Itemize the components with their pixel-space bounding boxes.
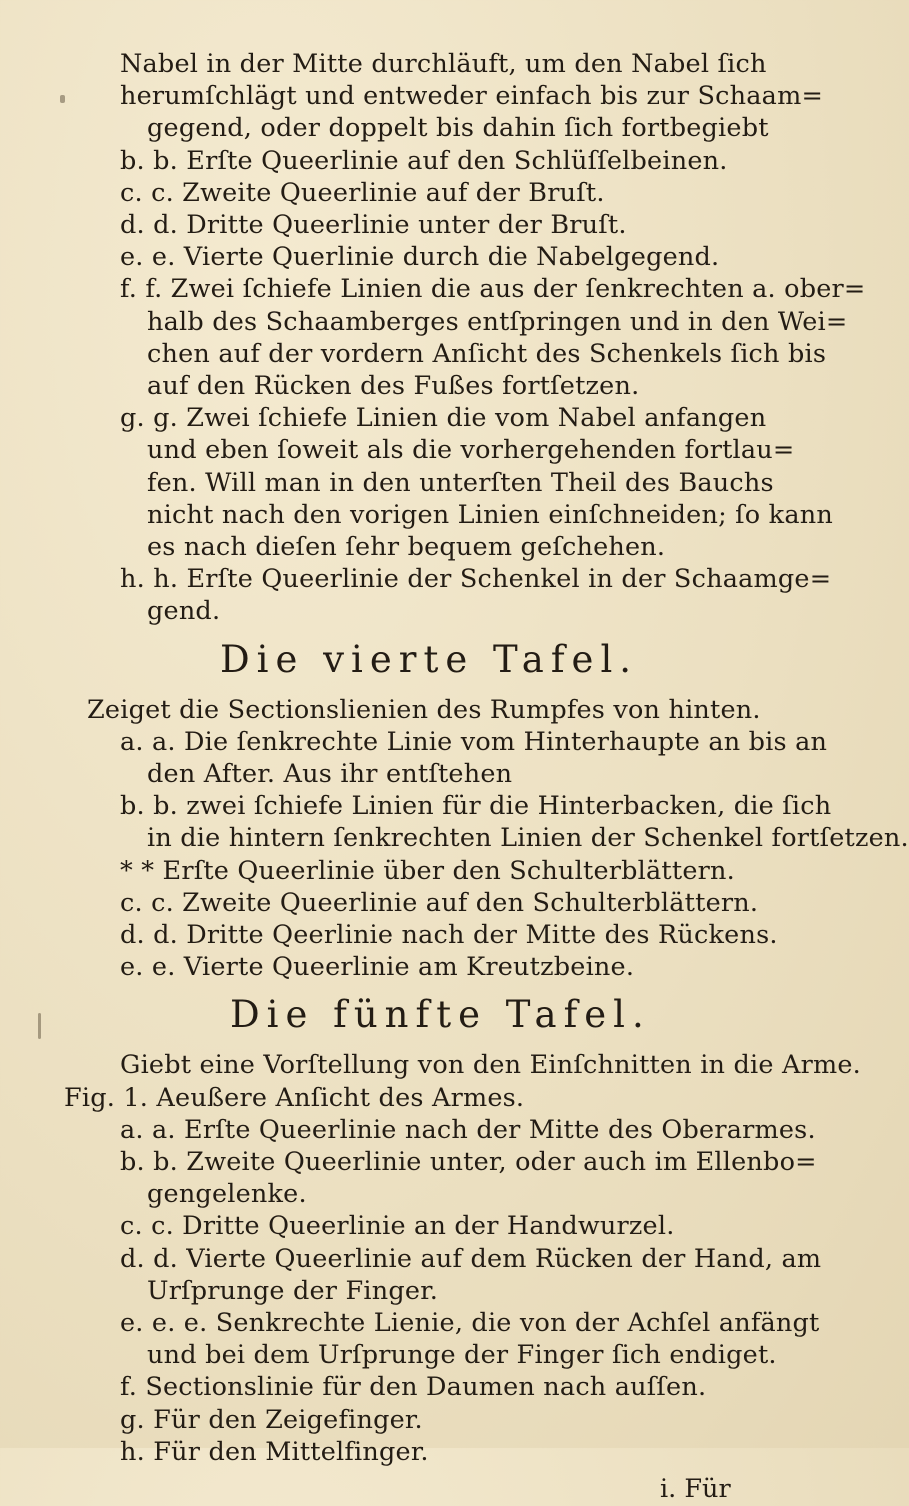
text-line: b. b. zwei ſchiefe Linien für die Hinterbacken, die ſich <box>120 791 832 822</box>
section-heading: Die vierte Tafel. <box>220 637 639 681</box>
text-line: gend. <box>147 596 221 627</box>
catchword: i. Für <box>660 1474 731 1504</box>
section-heading: Die fünfte Tafel. <box>230 993 651 1037</box>
text-line: auf den Rücken des Fußes fortſetzen. <box>147 371 640 401</box>
text-line: fen. Will man in den unterſten Theil des Bauchs <box>147 467 774 498</box>
text-line: b. b. Zweite Queerlinie unter, oder auch im Ellenbo= <box>120 1147 817 1177</box>
text-line: c. c. Zweite Queerlinie auf den Schulterblättern. <box>120 887 759 918</box>
margin-mark <box>38 1013 41 1039</box>
text-line: e. e. Vierte Queerlinie am Kreutzbeine. <box>120 952 635 983</box>
text-line: c. c. Zweite Queerlinie auf der Bruſt. <box>120 177 605 208</box>
text-line: Zeiget die Sectionslienien des Rumpfes von hinten. <box>87 694 761 725</box>
text-line: e. e. Vierte Querlinie durch die Nabelgegend. <box>120 242 720 273</box>
text-line: f. f. Zwei ſchiefe Linien die aus der ſenkrechten a. ober= <box>120 274 866 305</box>
text-line: und bei dem Urſprunge der Finger ſich endiget. <box>147 1340 777 1371</box>
text-line: * * Erſte Queerlinie über den Schulterblättern. <box>120 855 735 886</box>
text-line: f. Sectionslinie für den Daumen nach auſſen. <box>120 1372 707 1403</box>
text-line: a. a. Erſte Queerlinie nach der Mitte des Oberarmes. <box>120 1114 816 1145</box>
margin-mark <box>60 95 65 103</box>
text-line: d. d. Dritte Qeerlinie nach der Mitte des Rückens. <box>120 920 778 950</box>
text-line: chen auf der vordern Anſicht des Schenkels ſich bis <box>147 338 827 369</box>
text-line: d. d. Vierte Queerlinie auf dem Rücken der Hand, am <box>120 1243 822 1274</box>
text-line: d. d. Dritte Queerlinie unter der Bruſt. <box>120 210 627 240</box>
text-line: den After. Aus ihr entſtehen <box>147 759 513 789</box>
text-line: h. h. Erſte Queerlinie der Schenkel in der Schaamge= <box>120 564 832 595</box>
text-line: gengelenke. <box>147 1179 307 1210</box>
text-line: herumſchlägt und entweder einfach bis zur Schaam= <box>120 81 824 112</box>
text-line: es nach dieſen ſehr bequem geſchehen. <box>147 532 666 562</box>
text-line: halb des Schaamberges entſpringen und in den Wei= <box>147 306 848 337</box>
text-line: a. a. Die ſenkrechte Linie vom Hinterhaupte an bis an <box>120 726 828 757</box>
text-line: Urſprunge der Finger. <box>147 1275 439 1306</box>
text-line: Nabel in der Mitte durchläuft, um den Nabel ſich <box>120 49 767 79</box>
text-line: nicht nach den vorigen Linien einſchneiden; ſo kann <box>147 499 833 530</box>
text-line: in die hintern ſenkrechten Linien der Schenkel fortſetzen. <box>147 823 909 854</box>
text-line: g. Für den Zeigefinger. <box>120 1404 423 1435</box>
text-line: Fig. 1. Aeußere Anſicht des Armes. <box>64 1082 525 1113</box>
text-line: e. e. e. Senkrechte Lienie, die von der Achſel anfängt <box>120 1308 820 1338</box>
text-line: g. g. Zwei ſchiefe Linien die vom Nabel anfangen <box>120 403 767 434</box>
text-line: c. c. Dritte Queerlinie an der Handwurzel. <box>120 1211 675 1242</box>
text-line: und eben ſoweit als die vorhergehenden fortlau= <box>147 435 795 466</box>
text-line: Giebt eine Vorſtellung von den Einſchnitten in die Arme. <box>120 1050 861 1081</box>
text-line: gegend, oder doppelt bis dahin ſich fortbegiebt <box>147 113 769 144</box>
text-line: h. Für den Mittelfinger. <box>120 1436 429 1467</box>
text-line: b. b. Erſte Queerlinie auf den Schlüſſelbeinen. <box>120 145 728 176</box>
